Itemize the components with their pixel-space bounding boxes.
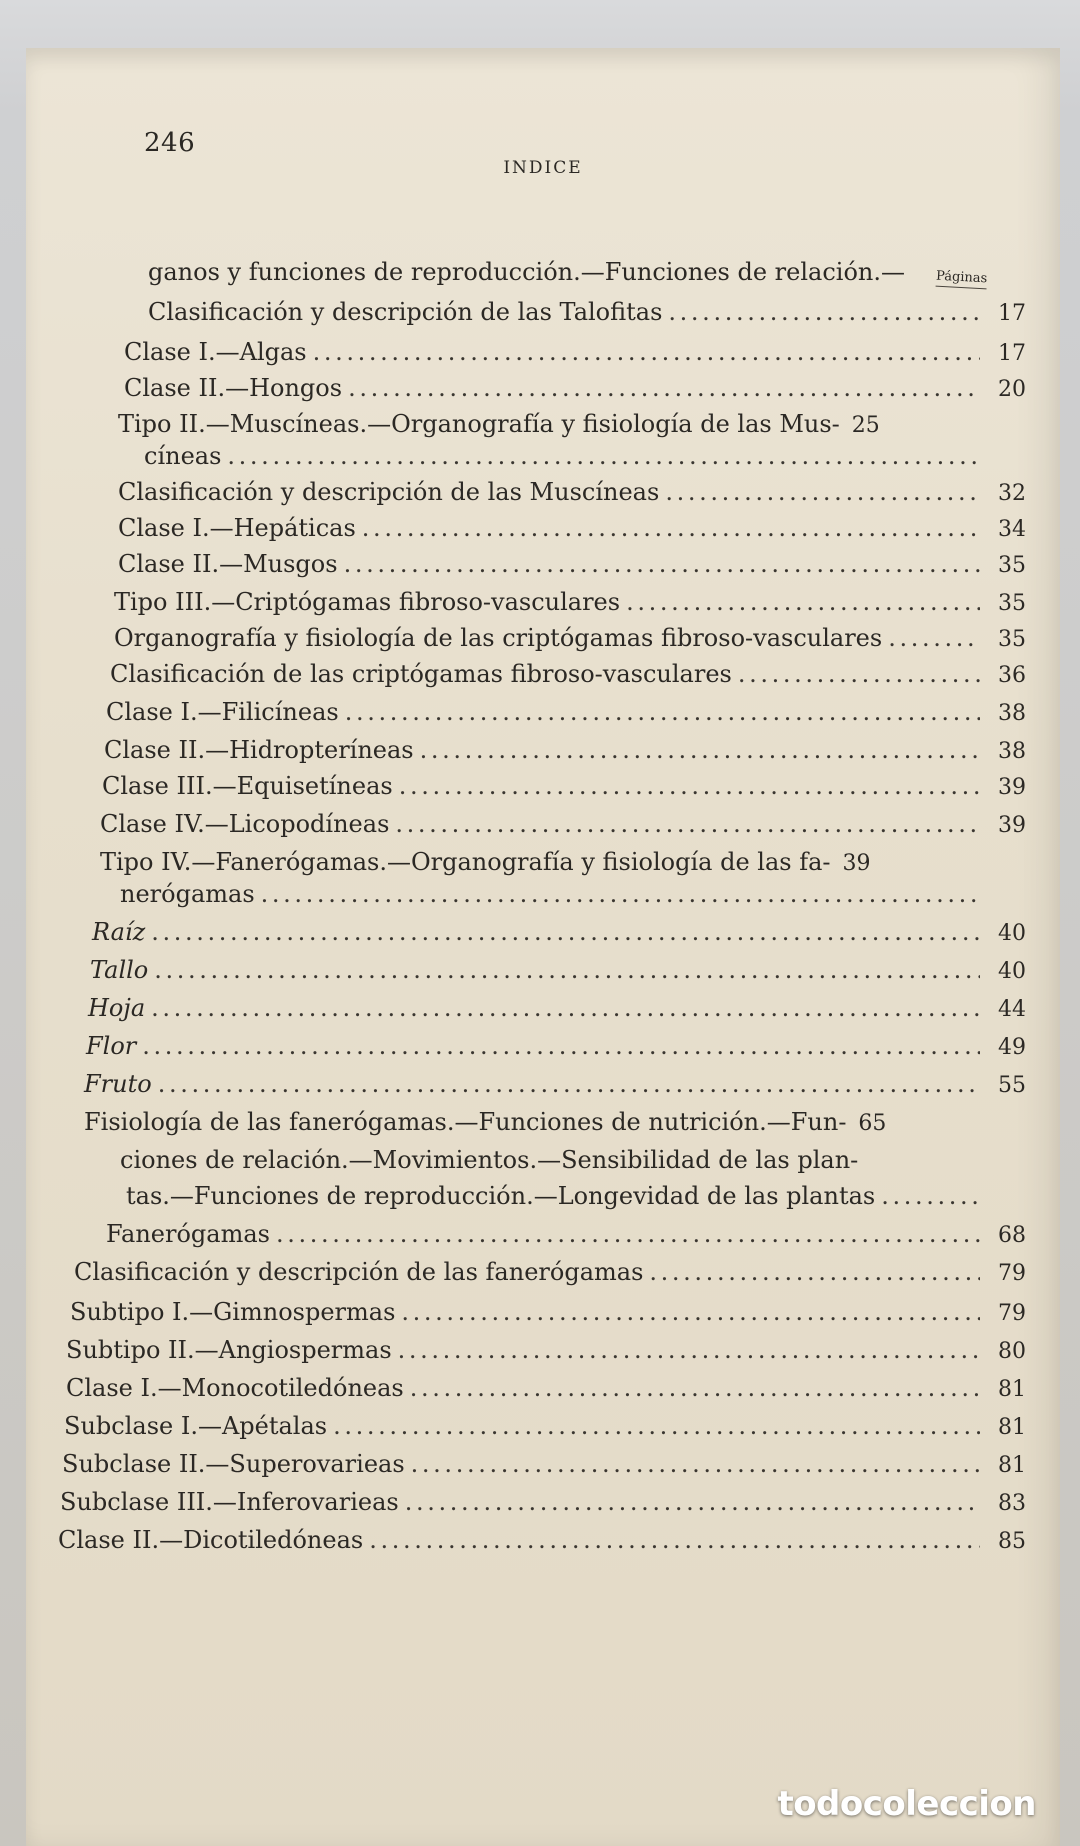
toc-entry-label: Clasificación y descripción de las fanerógamas [74,1258,644,1286]
dot-leader [345,698,980,726]
toc-entry-label: Fanerógamas [106,1220,270,1248]
toc-entry [62,1450,1026,1488]
toc-entry-label: nerógamas [120,880,255,908]
toc-entry-label: Raíz [92,918,146,946]
toc-entry-label: Clase I.—Algas [124,338,307,366]
dot-leader [626,588,980,616]
toc-entry-page: 81 [998,1415,1026,1440]
dot-leader [154,956,980,984]
toc-entry-page: 38 [998,701,1026,726]
toc-entry-label: Subclase II.—Superovarieas [62,1450,405,1478]
dot-leader [333,1412,980,1440]
toc-entry [90,956,1026,994]
dot-leader [348,374,980,402]
toc-entry-page: 79 [998,1261,1026,1286]
toc-entry-page: 17 [998,301,1026,326]
toc-entry-page: 36 [998,663,1026,688]
dot-leader [158,1070,980,1098]
dot-leader [410,1374,980,1402]
toc-entry [114,624,1026,662]
dot-leader [649,1258,980,1286]
toc-entry-page: 65 [858,1111,887,1136]
toc-entry-label: tas.—Funciones de reproducción.—Longevidad de las plantas [126,1182,876,1210]
pages-column-header: Páginas [936,269,988,290]
toc-entry [118,478,1026,516]
dot-leader [411,1450,980,1478]
toc-entry-page: 32 [998,481,1026,506]
toc-entry-page: 20 [998,377,1026,402]
toc-entry-label: cíneas [144,442,222,470]
toc-entry-label: Clase I.—Hepáticas [118,514,356,542]
dot-leader [420,736,980,764]
toc-entry-label: Clase II.—Dicotiledóneas [58,1526,364,1554]
toc-entry [144,442,1026,480]
toc-entry-label: Tipo III.—Criptógamas fibroso-vasculares [114,588,621,616]
toc-entry-page: 49 [998,1035,1026,1060]
dot-leader [405,1488,980,1516]
dot-leader [227,442,980,470]
toc-entry-label: Tipo II.—Muscíneas.—Organografía y fisiología de las Mus- [118,410,840,438]
book-page [26,48,1060,1846]
toc-entry-label: Clase IV.—Licopodíneas [100,810,390,838]
toc-entry [84,1108,1026,1146]
dot-leader [395,810,980,838]
dot-leader [151,918,980,946]
toc-entry [86,1032,1026,1070]
toc-entry [66,1336,1026,1374]
toc-entry-label: ciones de relación.—Movimientos.—Sensibilidad de las plan- [120,1146,859,1174]
dot-leader [738,660,980,688]
toc-entry-page: 83 [998,1491,1026,1516]
running-head: INDICE [503,158,583,178]
toc-entry [118,550,1026,588]
toc-entry-page: 35 [998,553,1026,578]
toc-entry [110,660,1026,698]
dot-leader [369,1526,980,1554]
toc-entry-label: Clase II.—Musgos [118,550,338,578]
toc-entry-label: Clasificación de las criptógamas fibroso-vasculares [110,660,732,688]
toc-entry-label: Clasificación y descripción de las Talofitas [148,298,663,326]
toc-entry [124,338,1026,376]
toc-entry [60,1488,1026,1526]
toc-entry-label: Clase III.—Equisetíneas [102,772,393,800]
dot-leader [398,1336,980,1364]
toc-entry [88,994,1026,1032]
toc-entry-label: Clase II.—Hidropteríneas [104,736,414,764]
dot-leader [362,514,980,542]
toc-entry-label: Tipo IV.—Fanerógamas.—Organografía y fisiología de las fa- [100,848,831,876]
toc-entry [118,514,1026,552]
toc-entry [74,1258,1026,1296]
toc-entry-label: Clase II.—Hongos [124,374,343,402]
toc-entry-label: Fruto [84,1070,152,1098]
dot-leader [668,298,980,326]
toc-entry [102,772,1026,810]
toc-entry [120,880,1026,918]
dot-leader [276,1220,980,1248]
toc-entry-page: 35 [998,591,1026,616]
dot-leader [261,880,980,908]
toc-entry-page: 40 [998,959,1026,984]
toc-entry-label: Clasificación y descripción de las Muscíneas [118,478,660,506]
dot-leader [151,994,980,1022]
toc-entry-label: Clase I.—Filicíneas [106,698,339,726]
dot-leader [399,772,980,800]
toc-entry-page: 39 [998,775,1026,800]
toc-entry-label: Subtipo II.—Angiospermas [66,1336,392,1364]
toc-entry [114,588,1026,626]
toc-entry [124,374,1026,412]
toc-entry-page: 44 [998,997,1026,1022]
dot-leader [313,338,980,366]
dot-leader [401,1298,980,1326]
toc-entry-page: 85 [998,1529,1026,1554]
toc-entry-label: Organografía y fisiología de las criptógamas fibroso-vasculares [114,624,883,652]
toc-entry [70,1298,1026,1336]
toc-entry-label: Subclase III.—Inferovarieas [60,1488,399,1516]
dot-leader [344,550,980,578]
toc-entry-page: 68 [998,1223,1026,1248]
toc-entry-label: ganos y funciones de reproducción.—Funciones de relación.— [148,258,905,286]
toc-entry-label: Subtipo I.—Gimnospermas [70,1298,396,1326]
toc-entry [148,258,1026,296]
site-watermark: todocoleccion [777,1784,1036,1824]
toc-entry [120,1146,1026,1184]
dot-leader [142,1032,980,1060]
toc-entry [66,1374,1026,1412]
toc-entry [148,298,1026,336]
toc-entry [104,736,1026,774]
toc-entry-page: 79 [998,1301,1026,1326]
dot-leader [665,478,980,506]
toc-entry [106,698,1026,736]
page-number: 246 [144,128,196,158]
toc-entry [64,1412,1026,1450]
toc-entry-page: 40 [998,921,1026,946]
toc-entry-page: 55 [998,1073,1026,1098]
toc-entry-page: 38 [998,739,1026,764]
toc-entry-label: Hoja [88,994,146,1022]
toc-entry [126,1182,1026,1220]
toc-entry-page: 25 [851,413,880,438]
toc-entry-page: 35 [998,627,1026,652]
toc-entry-label: Fisiología de las fanerógamas.—Funciones de nutrición.—Fun- [84,1108,847,1136]
toc-entry-page: 17 [998,341,1026,366]
toc-entry-label: Subclase I.—Apétalas [64,1412,328,1440]
toc-entry [100,810,1026,848]
dot-leader [881,1182,980,1210]
toc-entry [58,1526,1026,1564]
toc-entry [84,1070,1026,1108]
toc-entry-page: 34 [998,517,1026,542]
toc-entry-page: 39 [998,813,1026,838]
toc-entry-page: 39 [842,851,871,876]
toc-entry-page: 80 [998,1339,1026,1364]
toc-entry [106,1220,1026,1258]
toc-entry-page: 81 [998,1377,1026,1402]
toc-entry [92,918,1026,956]
toc-entry-label: Flor [86,1032,137,1060]
toc-entry-label: Tallo [90,956,149,984]
dot-leader [888,624,980,652]
toc-entry-label: Clase I.—Monocotiledóneas [66,1374,404,1402]
toc-entry-page: 81 [998,1453,1026,1478]
